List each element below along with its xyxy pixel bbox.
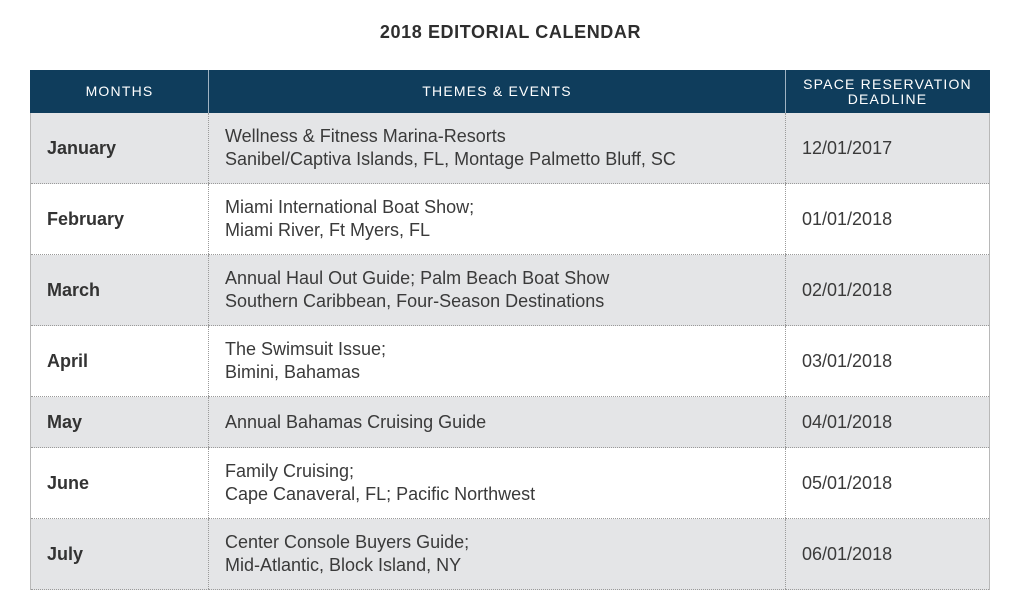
theme-cell <box>209 113 786 184</box>
deadline-cell: 04/01/2018 <box>786 397 990 448</box>
header-themes-events: THEMES & EVENTS <box>209 70 786 113</box>
table-row <box>31 448 990 519</box>
table-row <box>31 326 990 397</box>
month-cell: April <box>31 326 209 397</box>
theme-line: Cape Canaveral, FL; Pacific Northwest <box>225 484 536 504</box>
deadline-cell: 05/01/2018 <box>786 448 990 519</box>
theme-line: Center Console Buyers Guide; <box>225 532 470 552</box>
page-title: 2018 EDITORIAL CALENDAR <box>379 22 642 42</box>
month-cell: February <box>31 184 209 255</box>
theme-line: Annual Haul Out Guide; Palm Beach Boat Show <box>225 268 610 288</box>
month-cell: January <box>31 113 209 184</box>
header-deadline-line2: DEADLINE <box>847 90 928 107</box>
table-row <box>31 519 990 590</box>
theme-line: Miami River, Ft Myers, FL <box>225 220 431 240</box>
theme-line: Family Cruising; <box>225 461 355 481</box>
theme-cell <box>209 255 786 326</box>
deadline-cell: 02/01/2018 <box>786 255 990 326</box>
month-cell: June <box>31 448 209 519</box>
theme-line: Southern Caribbean, Four-Season Destinations <box>225 291 605 311</box>
month-cell: July <box>31 519 209 590</box>
theme-line: Wellness & Fitness Marina-Resorts <box>225 126 506 146</box>
table-row <box>31 397 990 448</box>
theme-line: The Swimsuit Issue; <box>225 339 387 359</box>
month-cell: March <box>31 255 209 326</box>
table-row <box>31 113 990 184</box>
theme-line: Miami International Boat Show; <box>225 197 475 217</box>
month-cell: May <box>31 397 209 448</box>
header-deadline-line1: SPACE RESERVATION <box>803 75 972 92</box>
theme-line: Bimini, Bahamas <box>225 362 361 382</box>
deadline-cell: 06/01/2018 <box>786 519 990 590</box>
theme-cell <box>209 448 786 519</box>
theme-cell <box>209 326 786 397</box>
table-row <box>31 255 990 326</box>
theme-cell <box>209 184 786 255</box>
editorial-calendar-table <box>30 70 990 590</box>
deadline-cell: 01/01/2018 <box>786 184 990 255</box>
theme-line: Mid-Atlantic, Block Island, NY <box>225 555 462 575</box>
table-header-row <box>31 70 990 113</box>
table-row <box>31 184 990 255</box>
deadline-cell: 12/01/2017 <box>786 113 990 184</box>
theme-cell <box>209 397 786 448</box>
deadline-cell: 03/01/2018 <box>786 326 990 397</box>
header-months: MONTHS <box>31 70 209 113</box>
theme-line: Sanibel/Captiva Islands, FL, Montage Palmetto Bluff, SC <box>225 149 676 169</box>
header-deadline <box>786 70 990 113</box>
theme-cell <box>209 519 786 590</box>
theme-line: Annual Bahamas Cruising Guide <box>225 411 487 432</box>
